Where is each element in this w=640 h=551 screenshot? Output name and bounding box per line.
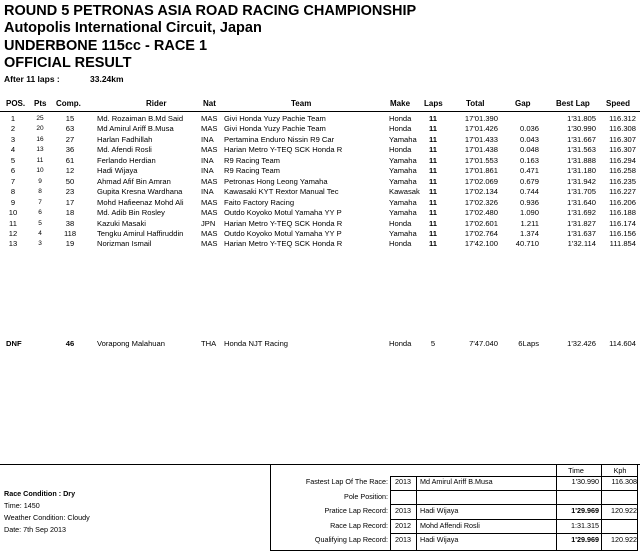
- col-pts: Pts: [34, 99, 47, 108]
- cell-laps: 11: [428, 145, 438, 155]
- cell-nat: INA: [201, 166, 214, 176]
- cell-speed: 116.227: [609, 187, 636, 197]
- cell-team: R9 Racing Team: [224, 155, 280, 165]
- cell-laps: 11: [428, 208, 438, 218]
- cell-nat: INA: [201, 155, 214, 165]
- cell-pts: 11: [36, 156, 44, 164]
- cell-gap: 0.471: [519, 166, 539, 176]
- cell-laps: 11: [428, 239, 438, 249]
- cell-nat: MAS: [201, 197, 218, 207]
- cell-team: Outdo Koyoko Motul Yamaha YY P: [224, 208, 342, 218]
- cell-best: 1'30.990: [567, 124, 596, 134]
- cell-rider: Hadi Wijaya: [97, 166, 138, 176]
- cell-pts: 16: [36, 135, 44, 143]
- cell-make: Honda: [389, 218, 412, 228]
- cell-rider: Md. Afendi Rosli: [97, 145, 152, 155]
- cell-laps: 11: [428, 218, 438, 228]
- cell-pts: 9: [38, 177, 42, 185]
- cell-total: 17'02.480: [464, 208, 498, 218]
- cell-total: 17'02.134: [464, 187, 498, 197]
- cell-laps: 11: [428, 114, 438, 123]
- cell-pos: 5: [10, 155, 16, 165]
- cell-make: Yamaha: [389, 228, 417, 238]
- race-class: UNDERBONE 115cc - RACE 1: [4, 38, 208, 54]
- cell-nat: MAS: [201, 145, 218, 155]
- col-speed: Speed: [606, 99, 631, 108]
- cell-pos: 10: [8, 208, 18, 218]
- record-label: Pratice Lap Record:: [324, 506, 388, 516]
- record-year: 2012: [395, 520, 411, 530]
- cell-team: Givi Honda Yuzy Pachie Team: [224, 114, 326, 123]
- cell-best: 1'31.563: [567, 145, 596, 155]
- cell-nat: MAS: [201, 239, 218, 249]
- after-laps-label: After 11 laps :: [4, 74, 60, 84]
- cell-best: 1'31.692: [567, 208, 596, 218]
- cell-comp: 61: [65, 155, 75, 165]
- cell-speed: 116.307: [609, 145, 636, 155]
- record-name: Hadi Wijaya: [420, 506, 459, 516]
- cell-speed: 116.174: [609, 218, 636, 228]
- cell-gap: 0.744: [519, 187, 539, 197]
- dnf-pos: DNF: [6, 339, 22, 348]
- record-label: Qualifying Lap Record:: [314, 535, 388, 545]
- cell-nat: MAS: [201, 114, 218, 123]
- col-make: Make: [390, 99, 411, 108]
- cell-make: Honda: [389, 114, 412, 123]
- circuit-name: Autopolis International Circuit, Japan: [4, 20, 262, 36]
- cell-nat: MAS: [201, 208, 218, 218]
- dnf-rider: Vorapong Malahuan: [97, 339, 165, 348]
- cell-rider: Md Amirul Ariff B.Musa: [97, 124, 174, 134]
- race-condition: Race Condition : Dry: [4, 489, 76, 498]
- record-name: Mohd Affendi Rosli: [420, 520, 480, 530]
- col-comp: Comp.: [56, 99, 81, 108]
- records-time-header: Time: [568, 466, 584, 475]
- cell-speed: 116.294: [609, 155, 636, 165]
- cell-team: Harian Metro Y-TEQ SCK Honda R: [224, 145, 343, 155]
- cell-pos: 4: [10, 145, 16, 155]
- cell-speed: 116.206: [609, 197, 636, 207]
- cell-pts: 8: [38, 188, 42, 196]
- cell-gap: 0.936: [519, 197, 539, 207]
- cell-best: 1'31.640: [567, 197, 596, 207]
- cell-laps: 11: [428, 197, 438, 207]
- cell-make: Yamaha: [389, 166, 417, 176]
- record-kph: 116.308: [611, 477, 637, 486]
- cell-total: 17'01.390: [464, 114, 498, 123]
- cell-comp: 17: [65, 197, 75, 207]
- record-time: 1:31.315: [571, 520, 599, 530]
- cell-make: Yamaha: [389, 134, 417, 144]
- record-kph: 120.922: [611, 506, 637, 516]
- cell-team: R9 Racing Team: [224, 166, 280, 176]
- record-rule: [390, 533, 638, 534]
- cell-laps: 11: [428, 176, 438, 186]
- cell-make: Yamaha: [389, 176, 417, 186]
- dnf-laps: 5: [430, 339, 436, 348]
- cell-comp: 36: [65, 145, 75, 155]
- cell-speed: 116.307: [609, 134, 636, 144]
- cell-total: 17'02.069: [464, 176, 498, 186]
- cell-gap: 0.043: [519, 134, 539, 144]
- cell-total: 17'01.438: [464, 145, 498, 155]
- cell-pts: 6: [38, 209, 42, 217]
- cell-rider: Kazuki Masaki: [97, 218, 146, 228]
- records-kph-header: Kph: [613, 466, 627, 475]
- cell-rider: Ahmad Afif Bin Amran: [97, 176, 171, 186]
- cell-rider: Norizman Ismail: [97, 239, 152, 249]
- cell-speed: 116.312: [609, 114, 636, 123]
- cell-team: Harian Metro Y-TEQ SCK Honda R: [224, 239, 343, 249]
- cell-comp: 38: [65, 218, 75, 228]
- cell-laps: 11: [428, 124, 438, 134]
- cell-pts: 5: [38, 219, 42, 227]
- record-time: 1'29.969: [571, 535, 599, 545]
- cell-laps: 11: [428, 166, 438, 176]
- record-time: 1'29.969: [571, 506, 599, 516]
- dnf-gap: 6Laps: [518, 339, 539, 348]
- cell-gap: 40.710: [515, 239, 539, 249]
- cell-make: Honda: [389, 145, 412, 155]
- weather-condition: Weather Condition: Cloudy: [4, 513, 90, 522]
- header-rule: [0, 111, 640, 112]
- record-kph: 120.922: [611, 535, 637, 545]
- cell-team: Harian Metro Y-TEQ SCK Honda R: [224, 218, 343, 228]
- cell-rider: Mohd Hafieenaz Mohd Ali: [97, 197, 184, 207]
- cell-team: Kawasaki KYT Rextor Manual Tec: [224, 187, 339, 197]
- col-rider: Rider: [146, 99, 167, 108]
- cell-make: Honda: [389, 239, 412, 249]
- cell-rider: Gupita Kresna Wardhana: [97, 187, 183, 197]
- cell-nat: MAS: [201, 124, 218, 134]
- cell-speed: 111.854: [609, 239, 636, 249]
- cell-make: Yamaha: [389, 208, 417, 218]
- cell-nat: MAS: [201, 176, 218, 186]
- cell-pts: 20: [36, 125, 44, 133]
- record-rule: [390, 519, 638, 520]
- cell-pos: 12: [8, 228, 18, 238]
- cell-make: Yamaha: [389, 197, 417, 207]
- col-best-lap: Best Lap: [556, 99, 590, 108]
- dnf-total: 7'47.040: [469, 339, 498, 348]
- championship-title: ROUND 5 PETRONAS ASIA ROAD RACING CHAMPIONSHIP: [4, 3, 417, 19]
- cell-gap: 1.090: [519, 208, 539, 218]
- cell-best: 1'31.805: [567, 114, 596, 123]
- cell-pts: 25: [36, 115, 44, 122]
- cell-gap: 0.163: [519, 155, 539, 165]
- record-label: Race Lap Record:: [330, 520, 388, 530]
- cell-comp: 118: [63, 228, 77, 238]
- cell-pts: 13: [36, 146, 44, 154]
- cell-nat: MAS: [201, 228, 218, 238]
- cell-comp: 63: [65, 124, 75, 134]
- records-divider-2: [416, 476, 417, 551]
- cell-laps: 11: [428, 228, 438, 238]
- cell-laps: 11: [428, 187, 438, 197]
- cell-best: 1'31.888: [567, 155, 596, 165]
- dnf-best: 1'32.426: [567, 339, 596, 348]
- cell-comp: 12: [65, 166, 75, 176]
- cell-rider: Md. Rozaiman B.Md Said: [97, 114, 184, 123]
- record-year: 2013: [395, 477, 411, 486]
- cell-pos: 2: [10, 124, 16, 134]
- cell-speed: 116.258: [609, 166, 636, 176]
- record-time: 1'30.990: [571, 477, 599, 486]
- cell-total: 17'01.426: [464, 124, 498, 134]
- col-nat: Nat: [203, 99, 216, 108]
- cell-best: 1'32.114: [567, 239, 596, 249]
- cell-pos: 13: [8, 239, 18, 249]
- record-rule: [390, 490, 638, 491]
- cell-pos: 8: [10, 187, 16, 197]
- cell-rider: Tengku Amirul Haffiruddin: [97, 228, 184, 238]
- cell-make: Yamaha: [389, 155, 417, 165]
- cell-make: Kawasak: [389, 187, 420, 197]
- cell-best: 1'31.667: [567, 134, 596, 144]
- cell-total: 17'02.326: [464, 197, 498, 207]
- race-time: Time: 1450: [4, 501, 40, 510]
- cell-total: 17'42.100: [464, 239, 498, 249]
- cell-nat: INA: [201, 187, 214, 197]
- cell-team: Petronas Hong Leong Yamaha: [224, 176, 328, 186]
- cell-gap: 1.374: [519, 228, 539, 238]
- col-pos: POS.: [6, 99, 26, 108]
- cell-best: 1'31.180: [567, 166, 596, 176]
- cell-gap: 1.211: [520, 218, 539, 228]
- record-rule: [390, 504, 638, 505]
- cell-pos: 11: [9, 218, 17, 228]
- cell-pts: 3: [38, 240, 42, 248]
- cell-speed: 116.235: [609, 176, 636, 186]
- cell-total: 17'02.764: [464, 228, 498, 238]
- cell-comp: 19: [65, 239, 75, 249]
- cell-pts: 7: [38, 198, 42, 206]
- cell-team: Outdo Koyoko Motul Yamaha YY P: [224, 228, 342, 238]
- cell-rider: Md. Adib Bin Rosley: [97, 208, 165, 218]
- cell-comp: 27: [65, 134, 75, 144]
- cell-rider: Harlan Fadhillah: [97, 134, 153, 144]
- record-name: Hadi Wijaya: [420, 535, 459, 545]
- dnf-comp: 46: [65, 339, 75, 348]
- record-year: 2013: [395, 506, 411, 516]
- cell-rider: Ferlando Herdian: [97, 155, 156, 165]
- cell-pos: 9: [10, 197, 16, 207]
- cell-pos: 7: [10, 176, 16, 186]
- cell-speed: 116.308: [609, 124, 636, 134]
- cell-best: 1'31.705: [567, 187, 596, 197]
- record-label: Fastest Lap Of The Race:: [305, 477, 388, 486]
- cell-gap: 0.679: [519, 176, 539, 186]
- dnf-speed: 114.604: [609, 339, 636, 348]
- cell-comp: 23: [65, 187, 75, 197]
- cell-nat: INA: [201, 134, 214, 144]
- dnf-nat: THA: [201, 339, 217, 348]
- cell-gap: 0.048: [519, 145, 539, 155]
- cell-pts: 10: [36, 167, 44, 175]
- cell-team: Pertamina Enduro Nissin R9 Car: [224, 134, 335, 144]
- col-total: Total: [466, 99, 485, 108]
- cell-make: Honda: [389, 124, 412, 134]
- cell-total: 17'01.861: [464, 166, 498, 176]
- record-label: Pole Position:: [344, 491, 388, 501]
- dnf-make: Honda: [389, 339, 412, 348]
- dnf-team: Honda NJT Racing: [224, 339, 289, 348]
- cell-laps: 11: [428, 155, 438, 165]
- cell-best: 1'31.942: [567, 176, 596, 186]
- cell-best: 1'31.827: [567, 218, 596, 228]
- cell-nat: JPN: [201, 218, 216, 228]
- cell-pos: 6: [10, 166, 16, 176]
- col-laps: Laps: [424, 99, 443, 108]
- record-year: 2013: [395, 535, 411, 545]
- cell-total: 17'02.601: [464, 218, 498, 228]
- cell-pts: 4: [38, 229, 42, 237]
- cell-total: 17'01.553: [464, 155, 498, 165]
- cell-gap: 0.036: [519, 124, 539, 134]
- cell-speed: 116.188: [609, 208, 636, 218]
- cell-comp: 18: [65, 208, 75, 218]
- col-team: Team: [291, 99, 312, 108]
- col-gap: Gap: [515, 99, 531, 108]
- cell-best: 1'31.637: [567, 228, 596, 238]
- race-date: Date: 7th Sep 2013: [4, 525, 66, 534]
- record-name: Md Amirul Ariff B.Musa: [420, 477, 493, 486]
- cell-team: Givi Honda Yuzy Pachie Team: [224, 124, 326, 134]
- result-title: OFFICIAL RESULT: [4, 55, 132, 71]
- race-distance: 33.24km: [90, 74, 124, 84]
- cell-total: 17'01.433: [464, 134, 498, 144]
- cell-comp: 15: [65, 114, 75, 123]
- cell-speed: 116.156: [609, 228, 636, 238]
- cell-pos: 1: [10, 114, 16, 123]
- cell-pos: 3: [10, 134, 16, 144]
- cell-team: Faito Factory Racing: [224, 197, 295, 207]
- cell-comp: 50: [65, 176, 75, 186]
- cell-laps: 11: [428, 134, 438, 144]
